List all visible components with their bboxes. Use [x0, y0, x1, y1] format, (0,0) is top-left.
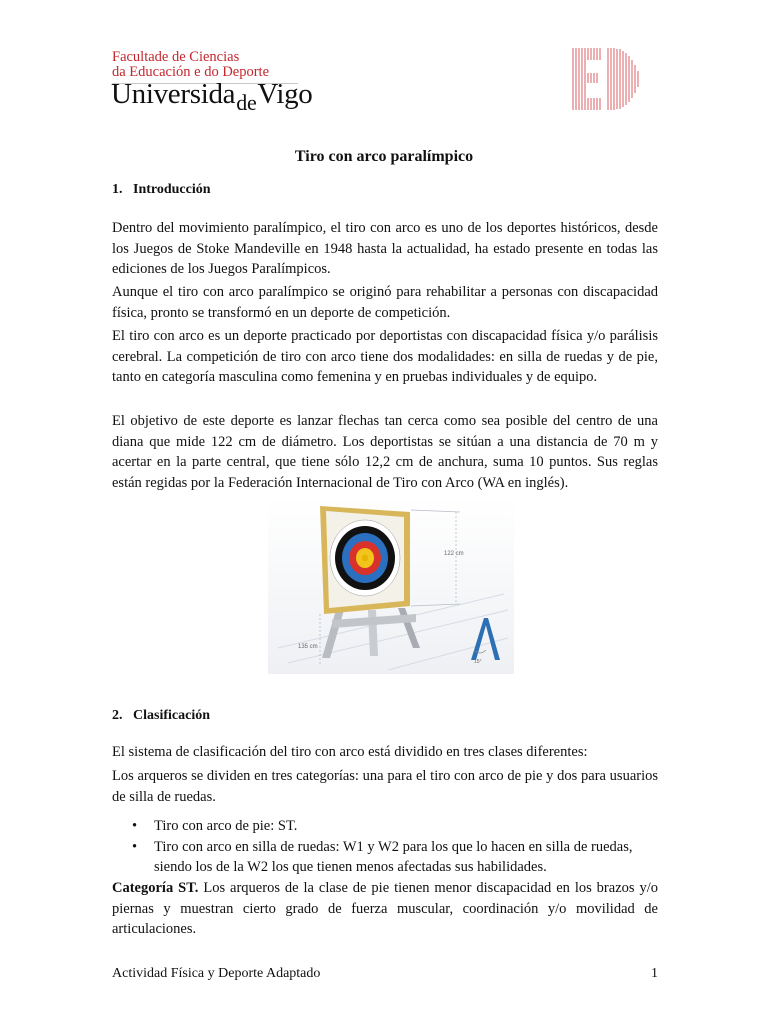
university-name-part2: de [236, 90, 257, 115]
paragraph: El tiro con arco es un deporte practicado por deportistas con discapacidad física y/o parálisis cerebral. La competición de tiro con arco tiene dos modalidades: en silla de ruedas y de pie, tanto en categoría masculina como femenina y en pruebas individuales y de equipo. [112, 328, 658, 385]
category-st-text: Los arqueros de la clase de pie tienen menor discapacidad en los brazos y/o piernas y muestran cierto grado de fuerza muscular, coordinación y/o movilidad de articulaciones. [112, 880, 658, 937]
paragraph: El objetivo de este deporte es lanzar flechas tan cerca como sea posible del centro de una diana que mide 122 cm de diámetro. Los deportistas se sitúan a una distancia de 70 m y acertar en la parte central, que tiene sólo 12,2 cm de anchura, suma 10 puntos. Sus reglas están regidas por la Federación Internacional de Tiro con Arco (WA en inglés). [112, 413, 658, 491]
category-bullet-list [112, 816, 658, 878]
diameter-label: 122 cm [444, 551, 464, 557]
list-item: • Tiro con arco en silla de ruedas: W1 y W2 para los que lo hacen en silla de ruedas, siendo los de la W2 los que tienen menos afectadas sus habilidades. [112, 837, 658, 878]
height-label: 135 cm [298, 644, 318, 650]
paragraph: Los arqueros se dividen en tres categorías: una para el tiro con arco de pie y dos para usuarios de silla de ruedas. [112, 768, 658, 805]
category-st-label: Categoría ST. [112, 880, 199, 896]
section-title: Clasificación [133, 708, 210, 723]
paragraph: El sistema de clasificación del tiro con arco está dividido en tres clases diferentes: [112, 744, 588, 760]
archery-target-illustration [268, 498, 514, 674]
faculty-line-1: Facultade de Ciencias [112, 49, 240, 65]
list-item: • Tiro con arco de pie: ST. [112, 816, 658, 837]
angle-label: 15° [474, 659, 482, 665]
university-logo-text [111, 78, 313, 115]
section-number: 1. [112, 182, 123, 197]
section-heading-clasificacion [112, 708, 210, 724]
document-title: Tiro con arco paralímpico [294, 148, 474, 165]
faculty-name [112, 50, 269, 80]
section-number: 2. [112, 708, 123, 723]
paragraph: Aunque el tiro con arco paralímpico se originó para rehabilitar a personas con discapacidad física, pronto se transformó en un deporte de competición. [112, 284, 658, 321]
faculty-emblem-logo [568, 44, 644, 112]
section-title: Introducción [133, 182, 211, 197]
university-name-part3: Vigo [257, 78, 313, 110]
paragraph: Dentro del movimiento paralímpico, el tiro con arco es uno de los deportes históricos, desde los Juegos de Stoke Mandeville en 1948 hasta la actualidad, ha estado presente en todas las ediciones de los Juegos Paralímpicos. [112, 220, 658, 277]
footer-course-title: Actividad Física y Deporte Adaptado [112, 966, 321, 981]
university-name-part1: Universida [111, 78, 236, 110]
target-rings [330, 520, 400, 596]
paragraph-category-st [112, 878, 658, 940]
section-heading-introduccion [112, 182, 211, 198]
page-number: 1 [651, 966, 658, 981]
faculty-line-2: da Educación e do Deporte [112, 64, 270, 80]
